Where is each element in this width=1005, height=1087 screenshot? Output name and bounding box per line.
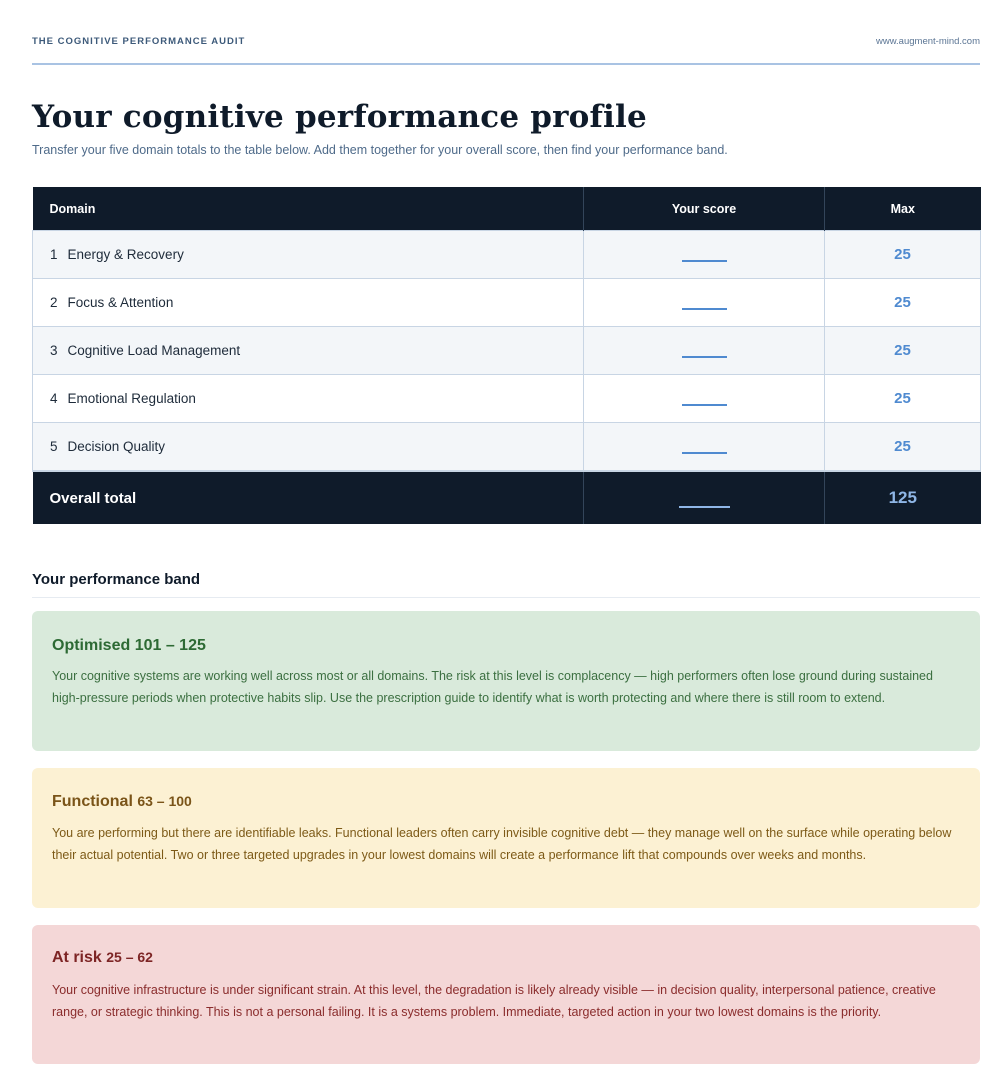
score-table — [32, 187, 981, 524]
band-optimised — [32, 611, 980, 751]
page-header — [32, 0, 980, 65]
band-range: 25 – 62 — [106, 949, 153, 965]
table-row — [33, 279, 981, 327]
domain-cell — [33, 279, 584, 327]
table-row — [33, 231, 981, 279]
page-title: Your cognitive performance profile — [32, 99, 647, 135]
score-blank[interactable] — [682, 260, 727, 262]
domain-name: Emotional Regulation — [67, 391, 196, 406]
total-score-blank[interactable] — [679, 506, 730, 508]
domain-cell — [33, 327, 584, 375]
band-at-risk — [32, 925, 980, 1064]
score-blank[interactable] — [682, 356, 727, 358]
score-column-header: Your score — [584, 187, 825, 231]
domain-name: Cognitive Load Management — [67, 343, 241, 358]
score-cell[interactable] — [584, 375, 825, 423]
band-heading — [52, 637, 206, 655]
band-range: 63 – 100 — [137, 793, 192, 809]
score-blank[interactable] — [682, 452, 727, 454]
score-cell[interactable] — [584, 231, 825, 279]
domain-cell — [33, 375, 584, 423]
domain-name: Focus & Attention — [67, 295, 174, 310]
total-max-cell: 125 — [825, 471, 981, 524]
band-description: Your cognitive infrastructure is under significant strain. At this level, the degradation is likely already visible — in decision quality, interpersonal patience, creative range, or strategic thinking. This is not a personal failing. It is a systems problem. Immediate, targeted action in your two lowest domains is the priority. — [52, 983, 936, 1019]
band-range: 101 – 125 — [134, 637, 206, 654]
table-row — [33, 327, 981, 375]
domain-cell — [33, 423, 584, 472]
score-cell[interactable] — [584, 279, 825, 327]
site-url[interactable]: www.augment-mind.com — [875, 36, 980, 47]
score-cell[interactable] — [584, 423, 825, 472]
domain-number: 3 — [50, 343, 58, 358]
intro-text: Transfer your five domain totals to the table below. Add them together for your overall score, then find your performance band. — [32, 143, 728, 157]
band-description: You are performing but there are identifiable leaks. Functional leaders often carry invisible cognitive debt — they manage well on the surface while operating below their actual potential. Two or three targeted upgrades in your lowest domains will create a performance lift that compounds over weeks and months. — [52, 826, 952, 862]
table-row — [33, 423, 981, 472]
band-name: Functional — [52, 793, 133, 810]
table-row — [33, 375, 981, 423]
band-heading — [52, 793, 192, 811]
max-cell: 25 — [825, 375, 981, 423]
domain-name: Decision Quality — [67, 439, 166, 454]
domain-number: 5 — [50, 439, 58, 454]
total-score-cell[interactable] — [584, 471, 825, 524]
max-cell: 25 — [825, 231, 981, 279]
brand-label: THE COGNITIVE PERFORMANCE AUDIT — [32, 36, 246, 47]
max-column-header: Max — [825, 187, 981, 231]
score-blank[interactable] — [682, 308, 727, 310]
domain-cell — [33, 231, 584, 279]
domain-name: Energy & Recovery — [67, 247, 184, 262]
max-cell: 25 — [825, 423, 981, 472]
band-name: Optimised — [52, 637, 131, 654]
score-blank[interactable] — [682, 404, 727, 406]
band-functional — [32, 768, 980, 908]
total-label: Overall total — [33, 471, 584, 524]
domain-number: 4 — [50, 391, 58, 406]
score-cell[interactable] — [584, 327, 825, 375]
domain-number: 2 — [50, 295, 58, 310]
audit-page — [32, 0, 980, 1019]
bands-section-title: Your performance band — [32, 571, 980, 598]
domain-column-header: Domain — [33, 187, 584, 231]
band-heading — [52, 949, 153, 967]
max-cell: 25 — [825, 327, 981, 375]
band-name: At risk — [52, 949, 102, 966]
band-description: Your cognitive systems are working well across most or all domains. The risk at this level is complacency — high performers often lose ground during sustained high-pressure periods when protective habits slip. Use the prescription guide to identify what is worth protecting and where there is still room to extend. — [52, 669, 933, 705]
max-cell: 25 — [825, 279, 981, 327]
table-header-row — [33, 187, 981, 231]
total-row — [33, 471, 981, 524]
domain-number: 1 — [50, 247, 58, 262]
